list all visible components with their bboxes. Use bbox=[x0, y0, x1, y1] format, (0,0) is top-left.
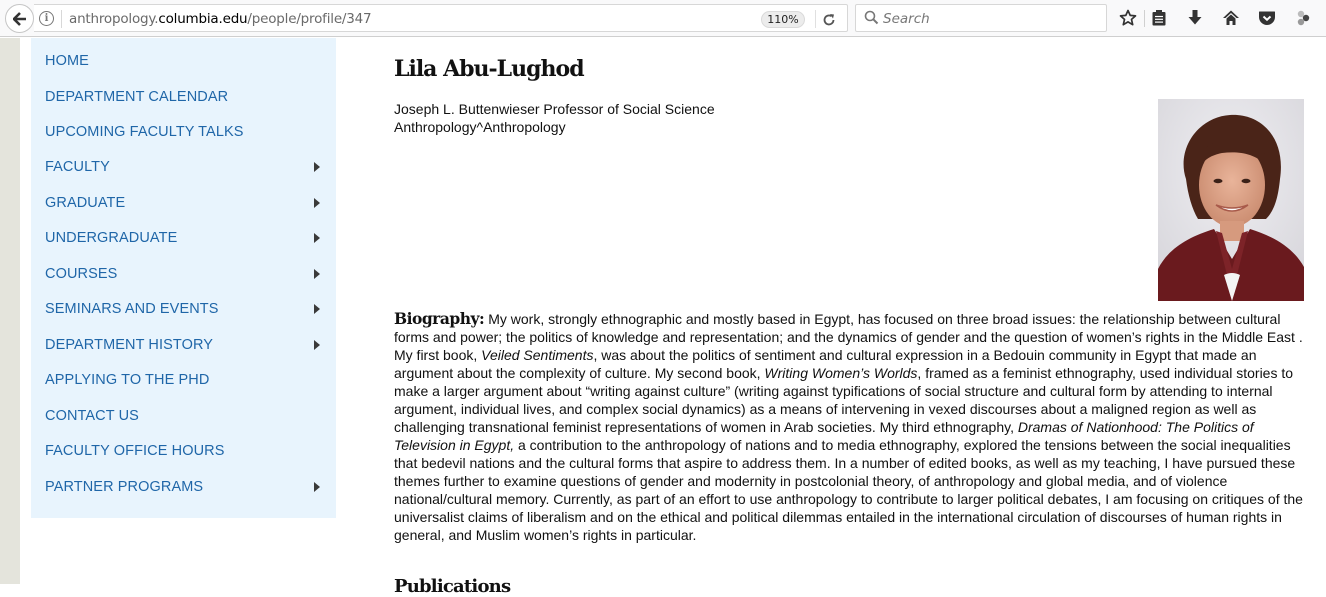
extensions-icon bbox=[1294, 9, 1312, 27]
sidebar-item-department-calendar[interactable] bbox=[45, 86, 331, 108]
search-placeholder: Search bbox=[883, 11, 930, 27]
reload-icon bbox=[822, 13, 836, 27]
sidebar-item-courses[interactable] bbox=[45, 263, 331, 285]
nav-label: FACULTY bbox=[45, 159, 110, 175]
bookmark-star-button[interactable] bbox=[1118, 8, 1138, 28]
sidebar-item-department-history[interactable] bbox=[45, 334, 331, 356]
reading-list-icon bbox=[1151, 9, 1167, 27]
downloads-button[interactable] bbox=[1185, 8, 1205, 28]
nav-label: GRADUATE bbox=[45, 195, 126, 211]
nav-label: PARTNER PROGRAMS bbox=[45, 479, 204, 495]
address-bar[interactable] bbox=[34, 4, 848, 32]
extensions-button[interactable] bbox=[1293, 8, 1313, 28]
biography-text: , framed as a feminist ethnography, used individual stories to make a larger argument about “writing against culture” (writing against typifications of social structure and cultural form by attending to internal argument, individual lives, and complex social dynamics) as a means of intervening in vexed discourses about a maligned region as well as challenging transnational feminist representations of women in Arab societies. My third ethnography, bbox=[394, 365, 1294, 435]
submenu-arrow-icon[interactable] bbox=[314, 269, 320, 279]
zoom-level-badge[interactable]: 110% bbox=[761, 11, 805, 28]
back-button[interactable] bbox=[5, 4, 34, 33]
reading-list-button[interactable] bbox=[1149, 8, 1169, 28]
nav-label: UPCOMING FACULTY TALKS bbox=[45, 124, 244, 140]
home-icon bbox=[1222, 9, 1240, 27]
reload-button[interactable] bbox=[822, 8, 836, 32]
pocket-icon bbox=[1258, 10, 1276, 26]
biography-label: Biography: bbox=[394, 309, 485, 328]
portrait-image bbox=[1158, 99, 1304, 301]
biography-text: My work, strongly ethnographic and mostly based in Egypt, has focused on three broad issues: the relationship between cultural forms and power; the politics of knowledge and representation; and the dynamics of gender and the question of women’s rights in the Middle East . My first book, bbox=[394, 311, 1303, 363]
nav-label: HOME bbox=[45, 53, 89, 69]
profile-title-block bbox=[394, 100, 715, 136]
nav-label: UNDERGRADUATE bbox=[45, 230, 178, 246]
url-path: /people/profile/347 bbox=[247, 11, 372, 27]
book-title: Writing Women’s Worlds bbox=[764, 365, 918, 381]
biography-text: a contribution to the anthropology of nations and to media ethnography, explored the tensions between the social inequalities that bedevil nations and the cultural forms that aspire to address them. In a number of edited books, as well as my teaching, I have pursued these themes further to examine questions of gender and modernity in postcolonial theory, of anthropology and global media, and of violence national/cultural memory. Currently, as part of an effort to use anthropology to contribute to larger political debates, I am focusing on critiques of the universalist claims of liberalism and on the ethical and political dilemmas entailed in the international circulation of discourses of human rights in general, and Muslim women’s rights in particular. bbox=[394, 437, 1303, 543]
bookmark-star-icon bbox=[1119, 9, 1137, 27]
sidebar-item-partner-programs[interactable] bbox=[45, 476, 331, 498]
sidebar-item-graduate[interactable] bbox=[45, 192, 331, 214]
book-title: Veiled Sentiments bbox=[481, 347, 594, 363]
web-page bbox=[0, 38, 1326, 597]
biography bbox=[394, 310, 1306, 544]
sidebar-item-seminars-and-events[interactable] bbox=[45, 298, 331, 320]
nav-label: CONTACT US bbox=[45, 408, 139, 424]
nav-label: COURSES bbox=[45, 266, 118, 282]
page-title: Lila Abu-Lughod bbox=[394, 56, 584, 82]
sidebar-item-contact-us[interactable] bbox=[45, 405, 331, 427]
submenu-arrow-icon[interactable] bbox=[314, 304, 320, 314]
home-button[interactable] bbox=[1221, 8, 1241, 28]
sidebar-item-faculty[interactable] bbox=[45, 156, 331, 178]
info-icon[interactable]: i bbox=[39, 11, 54, 26]
sidebar-item-faculty-office-hours[interactable] bbox=[45, 440, 331, 462]
nav-label: APPLYING TO THE PHD bbox=[45, 372, 210, 388]
page-margin bbox=[0, 38, 20, 584]
url-text[interactable] bbox=[69, 11, 371, 27]
submenu-arrow-icon[interactable] bbox=[314, 198, 320, 208]
submenu-arrow-icon[interactable] bbox=[314, 233, 320, 243]
submenu-arrow-icon[interactable] bbox=[314, 482, 320, 492]
search-icon bbox=[864, 10, 879, 25]
url-host: columbia.edu bbox=[158, 11, 248, 27]
sidebar-item-upcoming-faculty-talks[interactable] bbox=[45, 121, 331, 143]
publications-heading: Publications bbox=[394, 576, 511, 597]
sidebar-item-undergraduate[interactable] bbox=[45, 227, 331, 249]
nav-label: FACULTY OFFICE HOURS bbox=[45, 443, 225, 459]
department-label: Anthropology^Anthropology bbox=[394, 119, 566, 135]
browser-toolbar bbox=[0, 0, 1326, 37]
nav-label: SEMINARS AND EVENTS bbox=[45, 301, 219, 317]
divider bbox=[61, 10, 62, 28]
url-subdomain: anthropology. bbox=[69, 11, 159, 27]
nav-label: DEPARTMENT HISTORY bbox=[45, 337, 214, 353]
sidebar-item-home[interactable] bbox=[45, 50, 331, 72]
submenu-arrow-icon[interactable] bbox=[314, 162, 320, 172]
back-arrow-icon bbox=[13, 12, 27, 26]
sidebar-item-applying-to-the-phd[interactable] bbox=[45, 369, 331, 391]
biography-text: , was about the politics of sentiment and cultural expression in a Bedouin community in Egypt that made an argument about the complexity of culture. My second book, bbox=[394, 347, 1257, 381]
nav-label: DEPARTMENT CALENDAR bbox=[45, 89, 229, 105]
pocket-button[interactable] bbox=[1257, 8, 1277, 28]
book-title: Dramas of Nationhood: The Politics of Television in Egypt, bbox=[394, 419, 1254, 453]
download-icon bbox=[1187, 9, 1203, 27]
sidebar-nav bbox=[31, 38, 336, 518]
submenu-arrow-icon[interactable] bbox=[314, 340, 320, 350]
profile-photo bbox=[1158, 99, 1304, 301]
search-bar[interactable] bbox=[855, 4, 1107, 32]
divider bbox=[815, 10, 816, 28]
divider bbox=[1144, 10, 1145, 27]
professor-title: Joseph L. Buttenwieser Professor of Social Science bbox=[394, 101, 715, 117]
